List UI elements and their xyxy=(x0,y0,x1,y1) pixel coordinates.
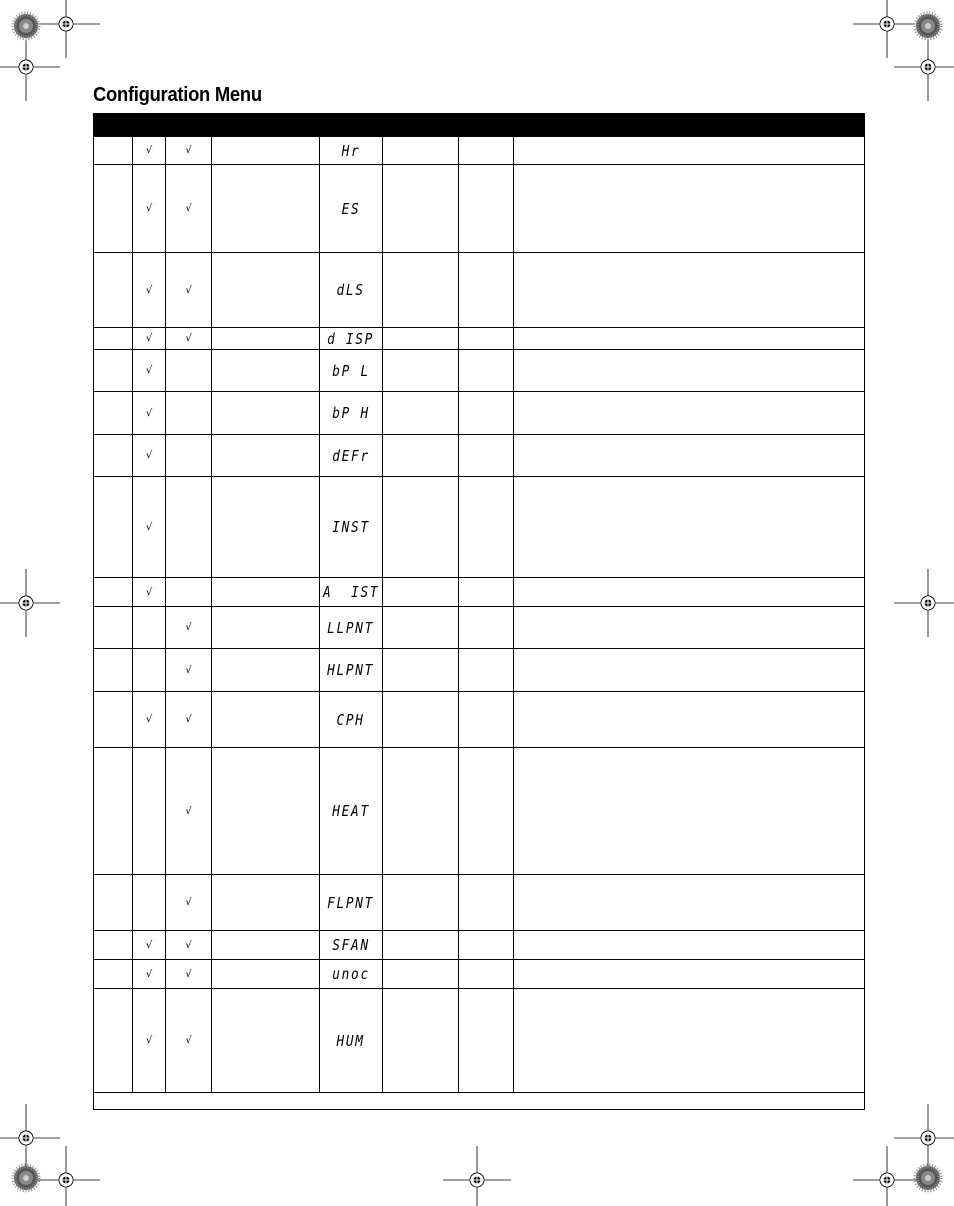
display-code-cell xyxy=(319,649,382,691)
check-cell-a xyxy=(132,328,165,349)
table-row xyxy=(94,988,864,1092)
table-cell xyxy=(382,960,458,988)
table-cell xyxy=(458,692,513,747)
display-code: LLPNT xyxy=(327,618,375,637)
color-target-icon xyxy=(14,14,38,38)
check-cell-b xyxy=(165,350,211,391)
table-cell xyxy=(211,748,319,874)
table-cell xyxy=(458,875,513,930)
table-cell xyxy=(382,989,458,1092)
table-cell xyxy=(211,960,319,988)
display-code-cell xyxy=(319,137,382,164)
check-icon: √ xyxy=(145,450,153,461)
color-target-icon xyxy=(916,1166,940,1190)
check-icon: √ xyxy=(185,333,192,344)
page-title: Configuration Menu xyxy=(93,84,262,106)
check-cell-b xyxy=(165,607,211,648)
crop-mark-icon xyxy=(0,1104,60,1172)
crop-mark-icon xyxy=(894,33,954,101)
table-cell xyxy=(94,960,132,988)
display-code-cell xyxy=(319,165,382,252)
display-code: SFAN xyxy=(332,936,370,954)
table-cell xyxy=(211,692,319,747)
display-code: bP L xyxy=(332,361,370,380)
table-cell xyxy=(382,692,458,747)
table-cell xyxy=(382,350,458,391)
check-icon: √ xyxy=(145,365,153,376)
table-cell xyxy=(382,328,458,349)
check-icon: √ xyxy=(185,805,192,817)
check-cell-a xyxy=(132,392,165,434)
table-row xyxy=(94,476,864,577)
table-cell xyxy=(94,649,132,691)
table-cell xyxy=(458,960,513,988)
check-cell-a xyxy=(132,477,165,577)
check-cell-a xyxy=(132,931,165,959)
display-code-cell xyxy=(319,989,382,1092)
table-cell xyxy=(211,392,319,434)
table-cell xyxy=(94,931,132,959)
check-cell-a xyxy=(132,989,165,1092)
table-cell xyxy=(458,392,513,434)
table-cell xyxy=(513,960,864,988)
table-cell xyxy=(211,649,319,691)
table-cell xyxy=(94,328,132,349)
display-code-cell xyxy=(319,392,382,434)
table-cell xyxy=(458,607,513,648)
display-code-cell xyxy=(319,692,382,747)
check-cell-b xyxy=(165,477,211,577)
table-cell xyxy=(94,875,132,930)
table-cell xyxy=(94,137,132,164)
check-cell-a xyxy=(132,435,165,476)
crop-mark-icon xyxy=(853,0,921,58)
table-cell xyxy=(458,578,513,606)
check-cell-b xyxy=(165,649,211,691)
table-cell xyxy=(458,477,513,577)
display-code-cell xyxy=(319,931,382,959)
table-row xyxy=(94,327,864,349)
display-code-cell xyxy=(319,350,382,391)
table-cell xyxy=(94,748,132,874)
check-cell-a xyxy=(132,649,165,691)
table-cell xyxy=(382,931,458,959)
table-cell xyxy=(513,578,864,606)
table-cell xyxy=(458,748,513,874)
display-code: CPH xyxy=(336,710,366,729)
table-cell xyxy=(382,477,458,577)
check-icon: √ xyxy=(145,586,153,598)
table-cell xyxy=(382,875,458,930)
check-cell-a xyxy=(132,253,165,327)
display-code: ES xyxy=(341,199,361,218)
check-cell-a xyxy=(132,607,165,648)
table-cell xyxy=(382,253,458,327)
table-cell xyxy=(94,435,132,476)
table-cell xyxy=(382,607,458,648)
check-cell-a xyxy=(132,748,165,874)
check-icon: √ xyxy=(185,968,192,980)
check-cell-b xyxy=(165,392,211,434)
check-icon: √ xyxy=(185,1035,192,1046)
table-cell xyxy=(513,328,864,349)
table-row xyxy=(94,930,864,959)
table-row xyxy=(94,747,864,874)
display-code-cell xyxy=(319,253,382,327)
table-cell xyxy=(94,165,132,252)
table-cell xyxy=(382,435,458,476)
check-icon: √ xyxy=(185,939,192,951)
check-cell-a xyxy=(132,692,165,747)
crop-mark-icon xyxy=(894,1104,954,1172)
check-cell-a xyxy=(132,165,165,252)
table-cell xyxy=(211,137,319,164)
check-cell-a xyxy=(132,137,165,164)
table-cell xyxy=(513,989,864,1092)
table-cell xyxy=(211,477,319,577)
table-cell xyxy=(211,989,319,1092)
table-row xyxy=(94,136,864,164)
table-cell xyxy=(513,477,864,577)
check-cell-b xyxy=(165,328,211,349)
display-code-cell xyxy=(319,748,382,874)
table-cell xyxy=(382,392,458,434)
check-icon: √ xyxy=(185,145,192,156)
check-cell-a xyxy=(132,350,165,391)
display-code: dLS xyxy=(336,281,366,299)
check-cell-a xyxy=(132,960,165,988)
check-cell-b xyxy=(165,692,211,747)
display-code-cell xyxy=(319,960,382,988)
table-cell xyxy=(211,350,319,391)
table-cell xyxy=(513,435,864,476)
table-cell xyxy=(211,875,319,930)
table-cell xyxy=(513,350,864,391)
table-cell xyxy=(211,607,319,648)
table-cell xyxy=(458,165,513,252)
table-row xyxy=(94,252,864,327)
check-icon: √ xyxy=(145,968,153,980)
crop-mark-icon xyxy=(443,1146,511,1206)
table-cell xyxy=(458,649,513,691)
table-cell xyxy=(211,931,319,959)
table-cell xyxy=(458,137,513,164)
table-cell xyxy=(94,477,132,577)
table-cell xyxy=(94,253,132,327)
table-cell xyxy=(513,649,864,691)
table-cell xyxy=(513,692,864,747)
check-icon: √ xyxy=(185,714,192,725)
check-cell-b xyxy=(165,253,211,327)
check-cell-b xyxy=(165,165,211,252)
table-row xyxy=(94,164,864,252)
table-cell xyxy=(458,328,513,349)
check-cell-a xyxy=(132,578,165,606)
check-cell-b xyxy=(165,578,211,606)
check-icon: √ xyxy=(145,145,153,156)
crop-mark-icon xyxy=(0,569,60,637)
table-cell xyxy=(211,253,319,327)
table-row xyxy=(94,391,864,434)
check-icon: √ xyxy=(145,1035,153,1046)
table-cell xyxy=(94,578,132,606)
table-row xyxy=(94,606,864,648)
table-cell xyxy=(94,607,132,648)
table-cell xyxy=(458,435,513,476)
crop-mark-icon xyxy=(853,1146,921,1206)
table-cell xyxy=(211,165,319,252)
check-icon: √ xyxy=(145,714,153,725)
check-icon: √ xyxy=(185,622,192,633)
check-icon: √ xyxy=(145,284,153,296)
table-cell xyxy=(382,748,458,874)
display-code: dEFr xyxy=(332,446,370,465)
table-cell xyxy=(94,692,132,747)
check-icon: √ xyxy=(185,203,192,214)
crop-mark-icon xyxy=(0,33,60,101)
table-cell xyxy=(382,649,458,691)
table-cell xyxy=(513,931,864,959)
color-target-icon xyxy=(14,1166,38,1190)
table-cell xyxy=(513,748,864,874)
display-code: FLPNT xyxy=(327,893,375,912)
display-code: HLPNT xyxy=(327,661,375,679)
display-code: Hr xyxy=(341,141,361,160)
table-row xyxy=(94,577,864,606)
crop-mark-icon xyxy=(894,569,954,637)
display-code-cell xyxy=(319,607,382,648)
check-icon: √ xyxy=(145,407,153,419)
table-cell xyxy=(458,350,513,391)
table-cell xyxy=(458,253,513,327)
check-icon: √ xyxy=(145,521,153,533)
table-cell xyxy=(382,137,458,164)
table-cell xyxy=(211,435,319,476)
display-code-cell xyxy=(319,477,382,577)
table-cell xyxy=(94,989,132,1092)
table-cell xyxy=(458,931,513,959)
table-cell xyxy=(513,253,864,327)
table-cell xyxy=(382,578,458,606)
check-cell-b xyxy=(165,435,211,476)
check-icon: √ xyxy=(185,664,192,676)
check-icon: √ xyxy=(145,939,153,951)
display-code: HEAT xyxy=(332,802,370,820)
table-footer xyxy=(94,1092,864,1109)
table-cell xyxy=(513,137,864,164)
table-cell xyxy=(513,875,864,930)
display-code-cell xyxy=(319,435,382,476)
display-code: d ISP xyxy=(327,329,375,348)
display-code: unoc xyxy=(332,965,370,983)
display-code: INST xyxy=(332,518,370,536)
display-code-cell xyxy=(319,875,382,930)
table-cell xyxy=(211,578,319,606)
table-cell xyxy=(513,165,864,252)
check-icon: √ xyxy=(145,333,153,344)
table-body xyxy=(94,136,864,1092)
check-cell-b xyxy=(165,875,211,930)
check-cell-a xyxy=(132,875,165,930)
table-cell xyxy=(382,165,458,252)
check-cell-b xyxy=(165,748,211,874)
crop-mark-icon xyxy=(32,0,100,58)
table-row xyxy=(94,349,864,391)
table-row xyxy=(94,959,864,988)
check-icon: √ xyxy=(145,203,153,214)
configuration-table xyxy=(93,113,865,1110)
table-cell xyxy=(513,392,864,434)
table-cell xyxy=(94,350,132,391)
table-cell xyxy=(513,607,864,648)
check-cell-b xyxy=(165,960,211,988)
table-cell xyxy=(458,989,513,1092)
table-row xyxy=(94,691,864,747)
table-header xyxy=(94,114,864,136)
table-cell xyxy=(94,392,132,434)
check-icon: √ xyxy=(185,897,192,908)
display-code: A IST xyxy=(322,583,380,601)
table-cell xyxy=(211,328,319,349)
display-code-cell xyxy=(319,328,382,349)
table-row xyxy=(94,434,864,476)
table-row xyxy=(94,648,864,691)
check-cell-b xyxy=(165,931,211,959)
display-code: bP H xyxy=(332,404,370,422)
table-row xyxy=(94,874,864,930)
check-cell-b xyxy=(165,137,211,164)
crop-mark-icon xyxy=(32,1146,100,1206)
color-target-icon xyxy=(916,14,940,38)
display-code: HUM xyxy=(336,1031,366,1050)
check-icon: √ xyxy=(185,284,192,296)
check-cell-b xyxy=(165,989,211,1092)
display-code-cell xyxy=(319,578,382,606)
